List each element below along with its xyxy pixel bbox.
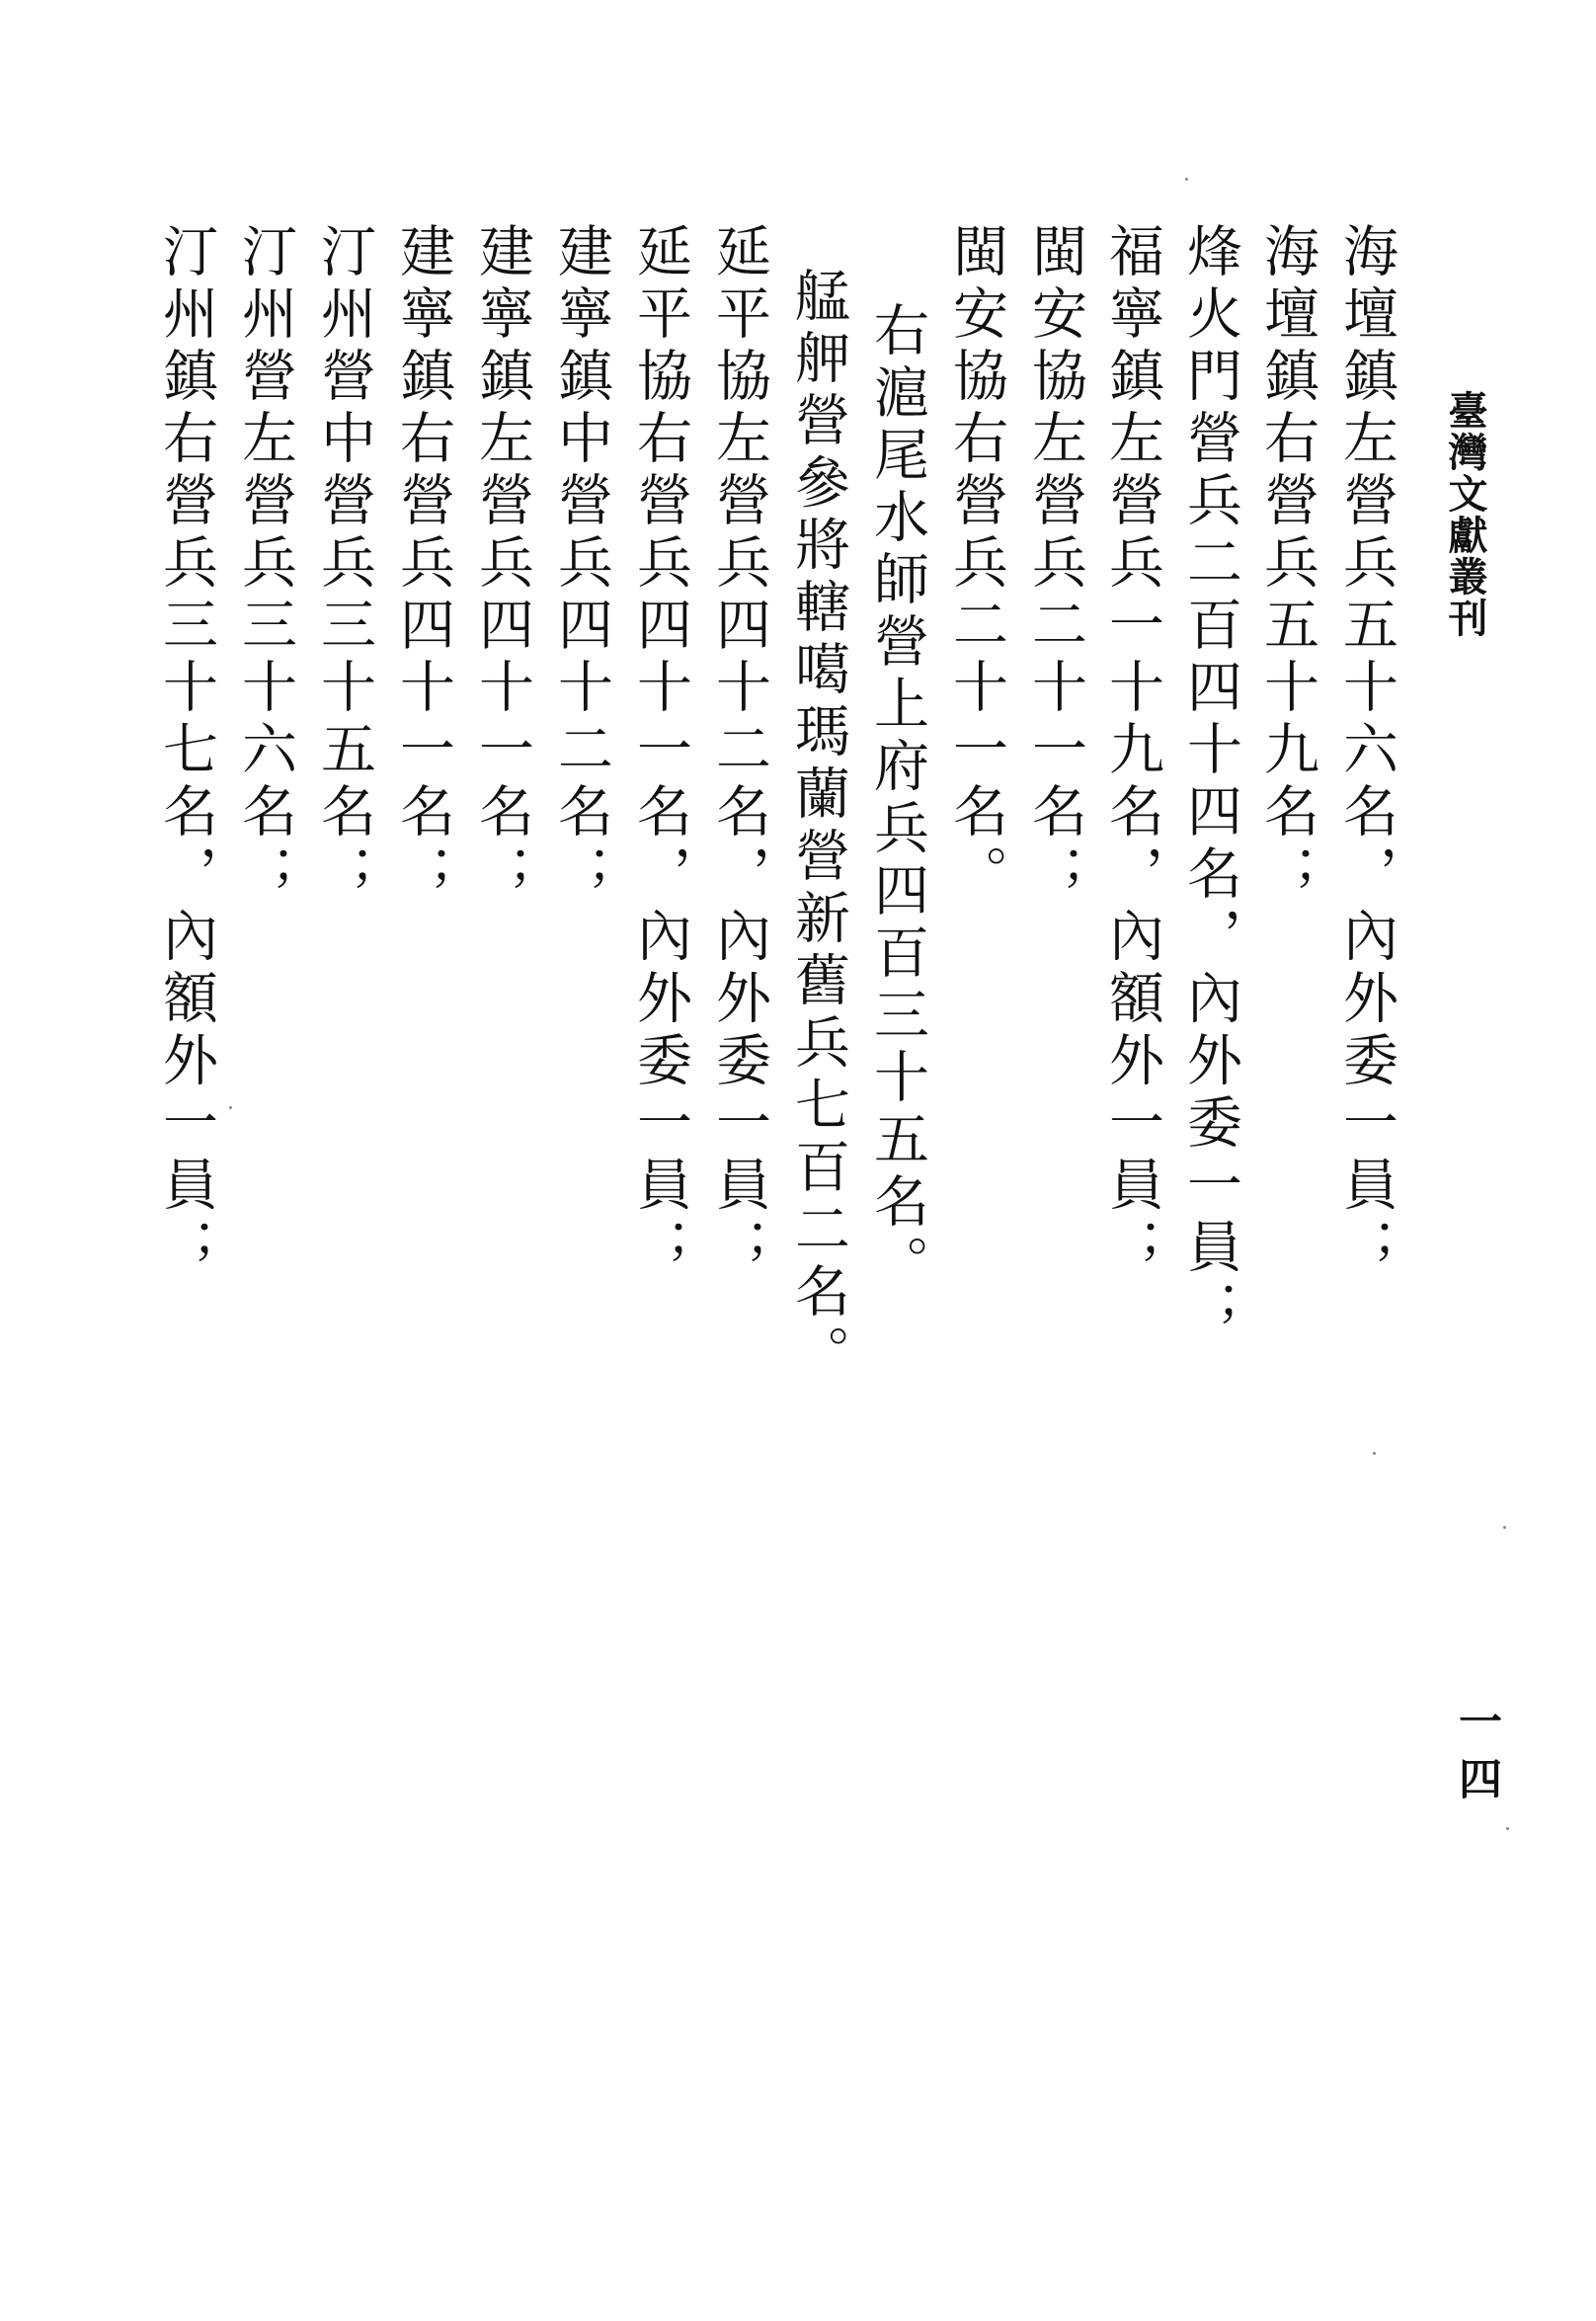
scan-speck	[229, 1106, 232, 1109]
text-column-10: 延平協右營兵四十一名，內外委一員；	[628, 222, 692, 1280]
text-column-1: 海壇鎮左營兵五十六名，內外委一員；	[1334, 222, 1398, 1280]
page-number: 一四	[1451, 1699, 1501, 1813]
text-column-2: 海壇鎮右營兵五十九名；	[1255, 222, 1319, 907]
text-column-11: 建寧鎮中營兵四十二名；	[549, 222, 613, 907]
text-column-12: 建寧鎮左營兵四十一名；	[470, 222, 534, 907]
scan-speck	[1506, 1827, 1509, 1830]
text-column-14: 汀州營中營兵三十五名；	[312, 222, 376, 907]
text-column-3: 烽火門營兵二百四十四名，內外委一員；	[1178, 222, 1242, 1342]
text-column-16: 汀州鎮右營兵三十七名，內額外一員；	[154, 222, 218, 1280]
text-column-13: 建寧鎮右營兵四十一名；	[391, 222, 455, 907]
text-column-9: 延平協左營兵四十二名，內外委一員；	[707, 222, 771, 1280]
scan-speck	[1373, 1452, 1376, 1455]
running-header: 臺灣文獻叢刊	[1442, 390, 1488, 639]
text-column-6: 閩安協右營兵二十一名。	[944, 222, 1008, 907]
text-column-7-indented: 右滬尾水師營上府兵四百三十五名。	[865, 301, 929, 1297]
text-column-15: 汀州營左營兵三十六名；	[233, 222, 297, 907]
scan-speck	[1185, 178, 1188, 181]
text-column-5: 閩安協左營兵二十一名；	[1023, 222, 1087, 907]
scan-speck	[1503, 1526, 1506, 1529]
text-column-4: 福寧鎮左營兵一十九名，內額外一員；	[1100, 222, 1164, 1280]
text-column-8: 艋舺營參將轄噶瑪蘭營新舊兵七百二名。	[786, 267, 850, 1387]
